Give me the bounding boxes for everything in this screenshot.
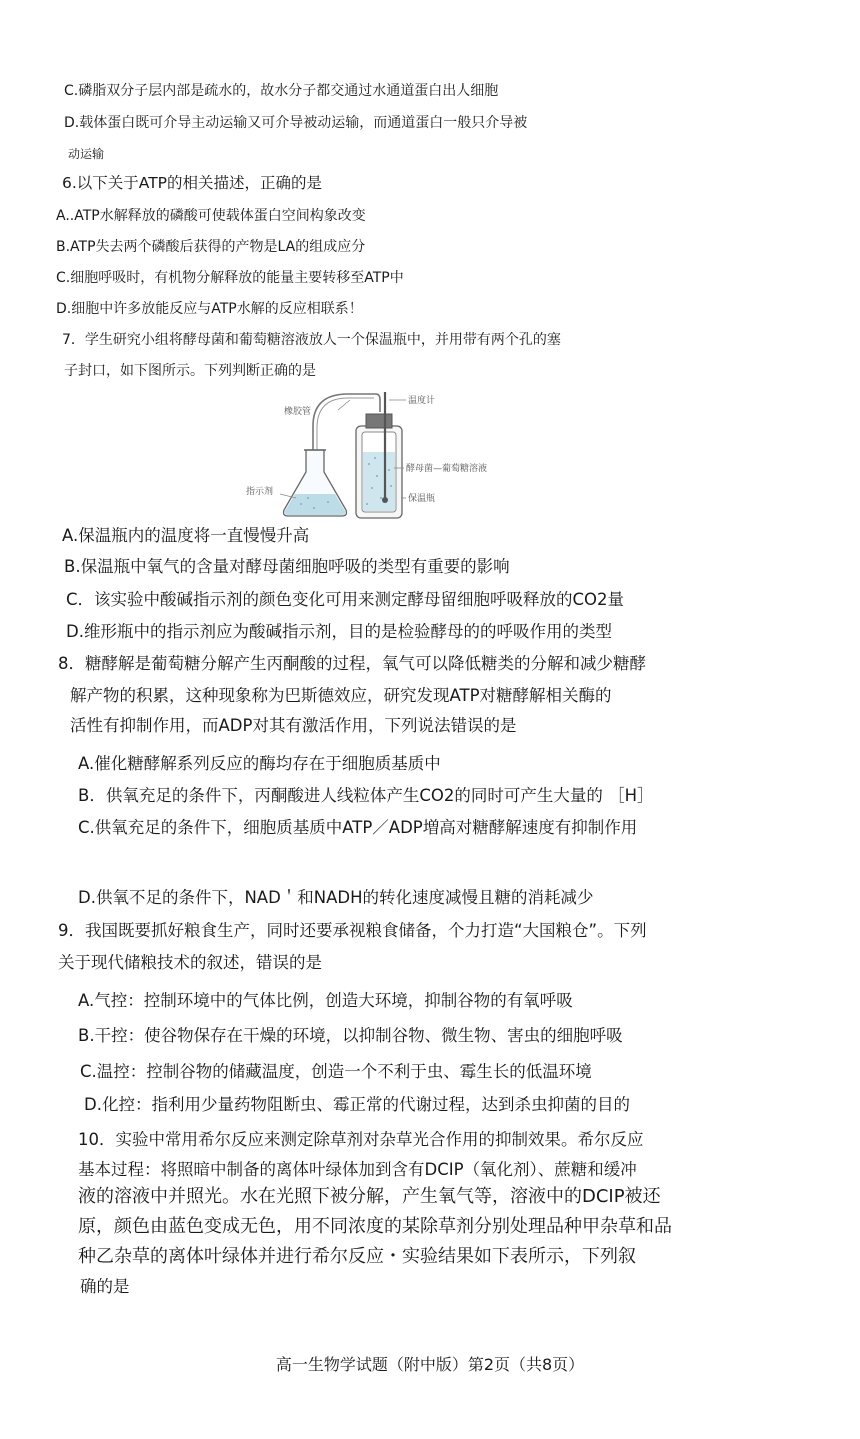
q9-option-a: A.气控：控制环境中的气体比例，创造大环境，抑制谷物的有氧呼吸 <box>78 991 573 1010</box>
q8-stem-line2: 解产物的积累，这种现象称为巴斯德效应，研究发现ATP对糖酵解相关酶的 <box>70 686 612 705</box>
q6-option-d: D.细胞中许多放能反应与ATP水解的反应相联系！ <box>56 301 363 317</box>
q8-option-a: A.催化糖酵解系列反应的酶均存在于细胞质基质中 <box>78 754 441 773</box>
page-footer: 高一生物学试题（附中版）第2页（共8页） <box>275 1355 585 1374</box>
apparatus-figure <box>238 386 500 522</box>
stopper <box>366 414 392 428</box>
q9-stem-line1: 9．我国既要抓好粮食生产，同时还要承视粮食储备，个力打造“大国粮仓”。下列 <box>58 921 647 940</box>
q10-stem-line5: 种乙杂草的离体叶绿体并进行希尔反应・实验结果如下表所示，下列叙 <box>78 1246 636 1267</box>
q10-stem-line1: 10．实验中常用希尔反应来测定除草剂对杂草光合作用的抑制效果。希尔反应 <box>78 1130 644 1149</box>
q7-stem-line2: 子封口，如下图所示。下列判断正确的是 <box>64 363 316 379</box>
q8-option-c: C.供氧充足的条件下，细胞质基质中ATP／ADP増高对糖酵解速度有抑制作用 <box>78 818 638 837</box>
q8-stem-line1: 8．糖酵解是葡萄糖分解产生丙酮酸的过程，氧气可以降低糖类的分解和减少糖酵 <box>58 654 646 673</box>
label-thermos: 保温瓶 <box>408 494 436 504</box>
thermometer-bulb <box>382 497 388 503</box>
label-indicator: 指示剂 <box>246 487 274 497</box>
q6-option-c: C.细胞呼吸时，有机物分解释放的能量主要转移至ATP中 <box>56 270 404 286</box>
q10-stem-line3: 液的溶液中并照光。水在光照下被分解，产生氧气等，溶液中的DCIP被还 <box>78 1186 661 1207</box>
q10-stem-line4: 原，颜色由蓝色变成无色，用不同浓度的某除草剂分别处理品种甲杂草和品 <box>78 1216 672 1237</box>
q7-stem-line1: 7．学生研究小组将酵母菌和葡萄糖溶液放人一个保温瓶中，并用带有两个孔的塞 <box>62 332 561 348</box>
q6-stem: 6.以下关于ATP的相关描述，正确的是 <box>62 174 323 192</box>
q5-option-d-line2: 动运输 <box>68 147 105 161</box>
q7-option-b: B.保温瓶中氧气的含量对酵母菌细胞呼吸的类型有重要的影响 <box>64 557 510 576</box>
q5-option-d-line1: D.载体蛋白既可介导主动运输又可介导被动运输，而通道蛋白一般只介导被 <box>64 115 528 131</box>
q8-stem-line3: 活性有抑制作用，而ADP对其有激活作用，下列说法错误的是 <box>70 716 517 735</box>
q8-option-b: B．供氧充足的条件下，丙酮酸进人线粒体产生CO2的同时可产生大量的 ［H］ <box>78 786 654 805</box>
q10-stem-line2: 基本过程：将照暗中制备的离体叶绿体加到含有DCIP（氧化剂）、蔗糖和缓冲 <box>78 1160 637 1179</box>
q10-stem-line6: 确的是 <box>80 1277 130 1296</box>
q5-option-c: C.磷脂双分子层内部是疏水的，故水分子都交通过水通道蛋白出人细胞 <box>64 83 499 99</box>
label-yeast-solution: 酵母菌—葡萄糖溶液 <box>406 464 488 474</box>
q6-option-a: A..ATP水解释放的磷酸可使载体蛋白空间构象改变 <box>56 208 366 224</box>
label-rubber-tube: 橡胶管 <box>284 407 312 417</box>
q9-option-b: B.干控：使谷物保存在干燥的环境，以抑制谷物、微生物、害虫的细胞呼吸 <box>78 1026 623 1045</box>
leader-tube <box>338 400 350 410</box>
q7-option-a: A.保温瓶内的温度将一直慢慢升高 <box>62 526 310 545</box>
q7-option-c: C．该实验中酸碱指示剂的颜色变化可用来测定酵母留细胞呼吸释放的CO2量 <box>66 590 625 609</box>
q9-stem-line2: 关于现代储粮技术的叙述，错误的是 <box>58 953 322 972</box>
q8-option-d: D.供氧不足的条件下，NAD＇和NADH的转化速度减慢且糖的消耗减少 <box>78 888 594 907</box>
q9-option-d: D.化控：指利用少量药物阻断虫、霉正常的代谢过程，达到杀虫抑菌的目的 <box>84 1095 630 1114</box>
yeast-solution <box>363 452 395 511</box>
label-thermometer: 温度计 <box>408 396 436 406</box>
q9-option-c: C.温控：控制谷物的储藏温度，创造一个不利于虫、霉生长的低温环境 <box>80 1062 592 1081</box>
q6-option-b: B.ATP失去两个磷酸后获得的产物是LA的组成应分 <box>56 239 366 255</box>
q7-option-d: D.维形瓶中的指示剂应为酸碱指示剂，目的是检验酵母的的呼吸作用的类型 <box>66 622 612 641</box>
